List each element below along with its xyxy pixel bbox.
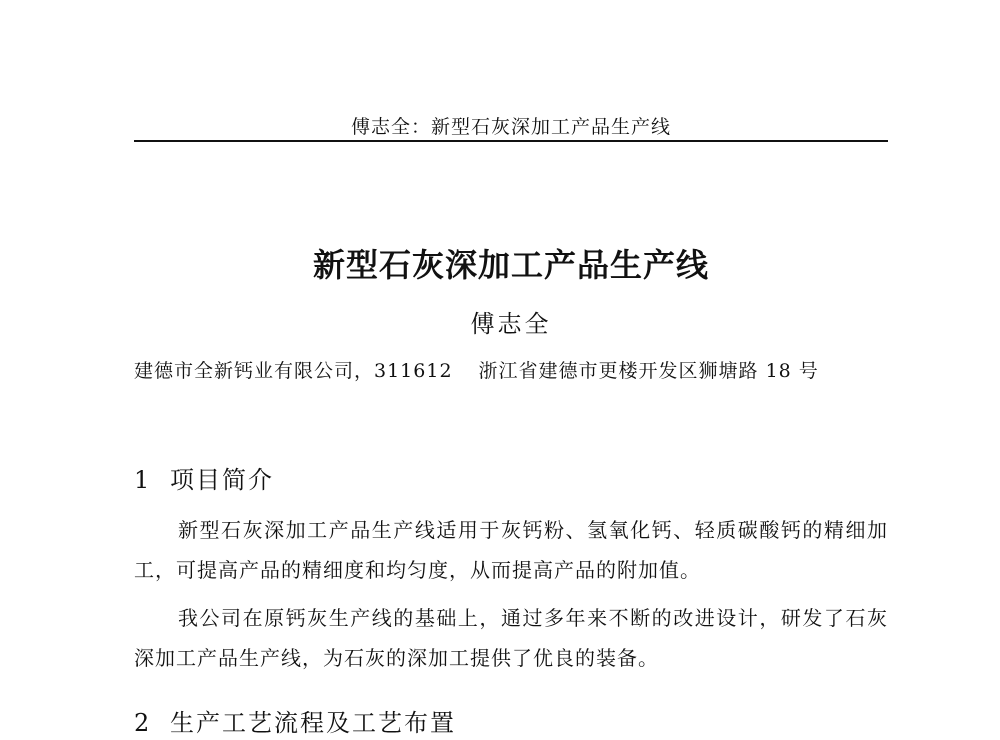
header-rule — [134, 140, 888, 142]
affiliation-company: 建德市全新钙业有限公司，311612 — [134, 360, 453, 382]
section-title: 生产工艺流程及工艺布置 — [170, 709, 456, 737]
affiliation — [134, 356, 894, 383]
section-number: 2 — [134, 709, 152, 737]
running-header: 傅志全：新型石灰深加工产品生产线 — [350, 116, 671, 138]
section-number: 1 — [134, 466, 152, 494]
section-heading-2 — [134, 703, 456, 738]
section-1-paragraph-1: 新型石灰深加工产品生产线适用于灰钙粉、氢氧化钙、轻质碳酸钙的精细加工，可提高产品的精细度和均匀度，从而提高产品的附加值。 — [134, 518, 888, 582]
affiliation-address: 浙江省建德市更楼开发区狮塘路 18 号 — [478, 360, 819, 382]
section-1-paragraph-2: 我公司在原钙灰生产线的基础上，通过多年来不断的改进设计，研发了石灰深加工产品生产线，为石灰的深加工提供了优良的装备。 — [134, 606, 888, 670]
author-name: 傅志全 — [470, 310, 552, 338]
paper-title: 新型石灰深加工产品生产线 — [312, 246, 709, 284]
section-heading-1 — [134, 460, 274, 495]
section-title: 项目简介 — [170, 466, 274, 494]
